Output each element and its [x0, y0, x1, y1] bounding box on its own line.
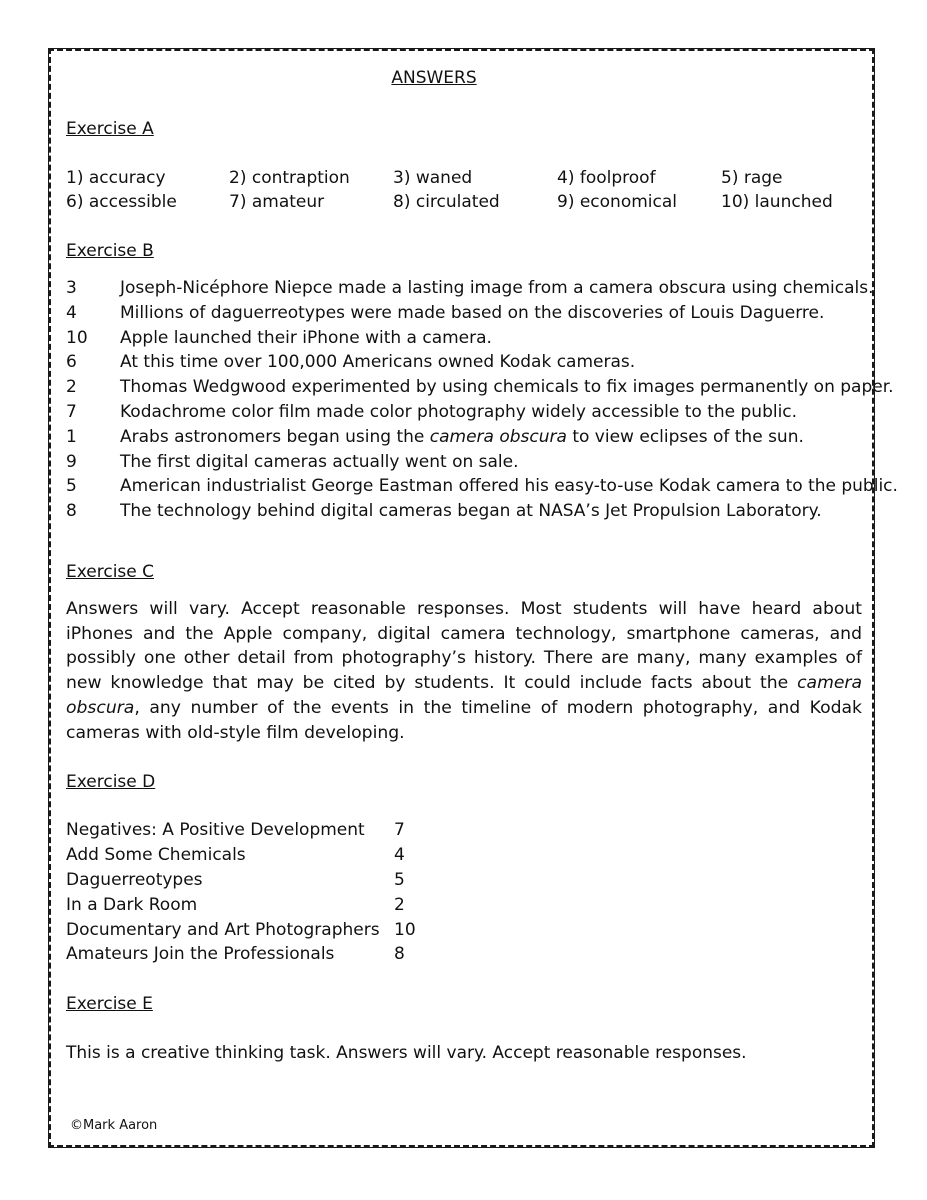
exercise-b-list [66, 276, 898, 524]
copyright-notice: ©Mark Aaron [70, 1118, 158, 1133]
exercise-a-heading: Exercise A [66, 118, 154, 139]
list-item [66, 818, 862, 843]
section-title: In a Dark Room [66, 894, 198, 915]
item-text: The first digital cameras actually went on sale. [120, 451, 519, 472]
section-number: 2 [394, 894, 405, 915]
section-title: Amateurs Join the Professionals [66, 944, 335, 965]
exercise-a-answer: 1) accuracy [66, 167, 166, 188]
list-item [66, 918, 862, 943]
exercise-a-answers [66, 166, 862, 216]
section-title: Add Some Chemicals [66, 845, 246, 866]
item-text: Millions of daguerreotypes were made based on the discoveries of Louis Daguerre. [120, 302, 825, 323]
list-item [66, 301, 862, 326]
item-text: Joseph-Nicéphore Niepce made a lasting image from a camera obscura using chemicals. [120, 277, 874, 298]
exercise-a-answer: 8) circulated [393, 192, 500, 213]
item-number: 8 [66, 501, 77, 522]
section-number: 8 [394, 944, 405, 965]
item-text: Apple launched their iPhone with a camera. [120, 327, 492, 348]
section-number: 4 [394, 845, 405, 866]
list-item [66, 450, 862, 475]
exercise-a-answer: 4) foolproof [557, 167, 656, 188]
page-title: ANSWERS [391, 68, 477, 88]
item-number: 4 [66, 302, 77, 323]
item-text: The technology behind digital cameras began at NASA’s Jet Propulsion Laboratory. [120, 501, 822, 522]
list-item [66, 425, 862, 450]
exercise-e-heading: Exercise E [66, 994, 153, 1015]
item-number: 10 [66, 327, 88, 348]
item-text: At this time over 100,000 Americans owned Kodak cameras. [120, 352, 636, 373]
exercise-a-answer: 3) waned [393, 167, 473, 188]
exercise-a-answer: 7) amateur [229, 192, 325, 213]
exercise-d-list [66, 818, 862, 967]
item-number: 3 [66, 277, 77, 298]
list-item [66, 326, 862, 351]
list-item [66, 375, 894, 400]
item-number: 7 [66, 401, 77, 422]
list-item [66, 893, 862, 918]
list-item [66, 350, 862, 375]
item-number: 5 [66, 476, 77, 497]
list-item [66, 843, 862, 868]
exercise-d-heading: Exercise D [66, 771, 156, 792]
list-item [66, 942, 862, 967]
list-item [66, 276, 874, 301]
item-text: Arabs astronomers began using the camera obscura to view eclipses of the sun. [120, 426, 804, 447]
section-number: 10 [394, 919, 416, 940]
section-title: Negatives: A Positive Development [66, 820, 365, 841]
section-number: 7 [394, 820, 405, 841]
section-title: Documentary and Art Photographers [66, 919, 380, 940]
item-number: 9 [66, 451, 77, 472]
answer-sheet [66, 66, 898, 1066]
list-item [66, 868, 862, 893]
item-text: Thomas Wedgwood experimented by using chemicals to fix images permanently on paper. [120, 377, 894, 398]
item-number: 2 [66, 377, 77, 398]
item-text: American industrialist George Eastman offered his easy-to-use Kodak camera to the public. [120, 476, 898, 497]
list-item [66, 400, 862, 425]
item-text: Kodachrome color film made color photography widely accessible to the public. [120, 401, 798, 422]
list-item [66, 474, 898, 499]
exercise-e-answer: This is a creative thinking task. Answers will vary. Accept reasonable responses. [66, 1042, 747, 1063]
item-number: 6 [66, 352, 77, 373]
item-number: 1 [66, 426, 77, 447]
exercise-a-answer: 10) launched [721, 192, 833, 213]
section-title: Daguerreotypes [66, 869, 203, 890]
exercise-a-answer: 5) rage [721, 167, 783, 188]
exercise-b-heading: Exercise B [66, 241, 154, 262]
exercise-c-heading: Exercise C [66, 561, 155, 582]
list-item [66, 499, 862, 524]
exercise-a-answer: 2) contraption [229, 167, 350, 188]
exercise-a-answer: 6) accessible [66, 192, 177, 213]
section-number: 5 [394, 869, 405, 890]
exercise-a-answer: 9) economical [557, 192, 678, 213]
exercise-c-answer: Answers will vary. Accept reasonable responses. Most students will have heard about iPhones and the Apple company, digital camera technology, smartphone cameras, and possibly one other detail from photography’s history. There are many, many examples of new knowledge that may be cited by students. It could include facts about the camera obscura, any number of the events in the timeline of modern photography, and Kodak cameras with old-style film developing. [66, 598, 862, 743]
